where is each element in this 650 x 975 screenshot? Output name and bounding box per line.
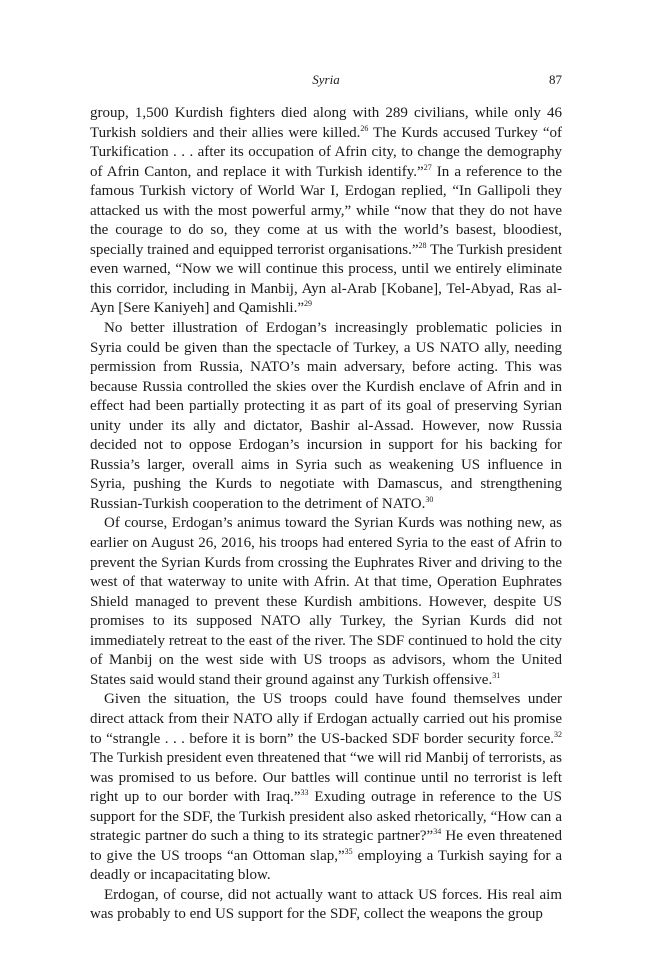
text-run: Erdogan, of course, did not actually want to attack US forces. His real aim was probably to end US support for the SDF, collect the weapons the group: [90, 886, 562, 923]
paragraph: [90, 690, 562, 885]
footnote-marker: 32: [554, 729, 562, 739]
text-run: No better illustration of Erdogan’s increasingly problematic policies in Syria could be given than the spectacle of Turkey, a US NATO ally, needing permission from Russia, NATO’s main adversary, before acting. This was because Russia controlled the skies over the Kurdish enclave of Afrin and in effect had been partially protecting it as part of its goal of preserving Syrian unity under its ally and dictator, Bashir al-Assad. However, now Russia decided not to oppose Erdogan’s incursion in support for his backing for Russia’s larger, overall aims in Syria such as weakening US influence in Syria, pushing the Kurds to negotiate with Damascus, and strengthening Russian-Turkish cooperation to the detriment of NATO.: [90, 320, 562, 512]
running-title: Syria: [312, 72, 340, 87]
body-text: [90, 104, 562, 925]
footnote-marker: 29: [303, 299, 312, 309]
text-run: The Turkish president even warned, “Now we will continue this process, until we entirely eliminate this corridor, including in Manbij, Ayn al-Arab [Kobane], Tel-Abyad, Ras al-Ayn [Sere Kaniyeh] and Qamishli.”: [90, 241, 562, 317]
footnote-marker: 33: [300, 788, 309, 798]
paragraph: [90, 104, 562, 319]
footnote-marker: 28: [418, 240, 427, 250]
text-run: In a reference to the famous Turkish victory of World War I, Erdogan replied, “In Gallipoli they attacked us with the most powerful army,” while “now that they do not have the courage to do so, they come at us with the world’s basest, bloodiest, specially trained and equipped terrorist organisations.”: [90, 163, 562, 258]
footnote-marker: 27: [423, 162, 432, 172]
paragraph: [90, 319, 562, 514]
text-run: The Turkish president even threatened that “we will rid Manbij of terrorists, as was promised to us before. Our battles will continue until no terrorist is left right up to our border with Iraq.”: [90, 750, 562, 806]
text-run: He even threatened to give the US troops “an Ottoman slap,”: [90, 828, 562, 864]
paragraph: [90, 514, 562, 690]
running-head: [90, 71, 562, 89]
footnote-marker: 26: [360, 123, 369, 133]
paragraph: [90, 886, 562, 925]
footnote-marker: 35: [344, 846, 353, 856]
text-run: employing a Turkish saying for a deadly or incapacitating blow.: [90, 847, 562, 884]
text-run: Exuding outrage in reference to the US support for the SDF, the Turkish president also asked rhetorically, “How can a strategic partner do such a thing to its strategic partner?”: [90, 789, 562, 845]
text-run: group, 1,500 Kurdish fighters died along with 289 civilians, while only 46 Turkish soldiers and their allies were killed.: [90, 105, 562, 141]
text-run: Of course, Erdogan’s animus toward the Syrian Kurds was nothing new, as earlier on August 26, 2016, his troops had entered Syria to the east of Afrin to prevent the Syrian Kurds from crossing the Euphrates River and driving to the west of that waterway to unite with Afrin. At that time, Operation Euphrates Shield managed to prevent these Kurdish ambitions. However, despite US promises to its supposed NATO ally Turkey, the Syrian Kurds did not immediately retreat to the east of the river. The SDF continued to hold the city of Manbij on the west side with US troops as advisors, whom the United States said would stand their ground against any Turkish offensive.: [90, 515, 562, 688]
footnote-marker: 34: [433, 827, 442, 837]
footnote-marker: 30: [425, 494, 434, 504]
footnote-marker: 31: [492, 670, 501, 680]
text-run: The Kurds accused Turkey “of Turkification . . . after its occupation of Afrin city, to change the demography of Afrin Canton, and replace it with Turkish identify.”: [90, 124, 562, 180]
page-number: 87: [549, 72, 562, 87]
text-run: Given the situation, the US troops could have found themselves under direct attack from their NATO ally if Erdogan actually carried out his promise to “strangle . . . before it is born” the US-backed SDF border security force.: [90, 691, 562, 747]
